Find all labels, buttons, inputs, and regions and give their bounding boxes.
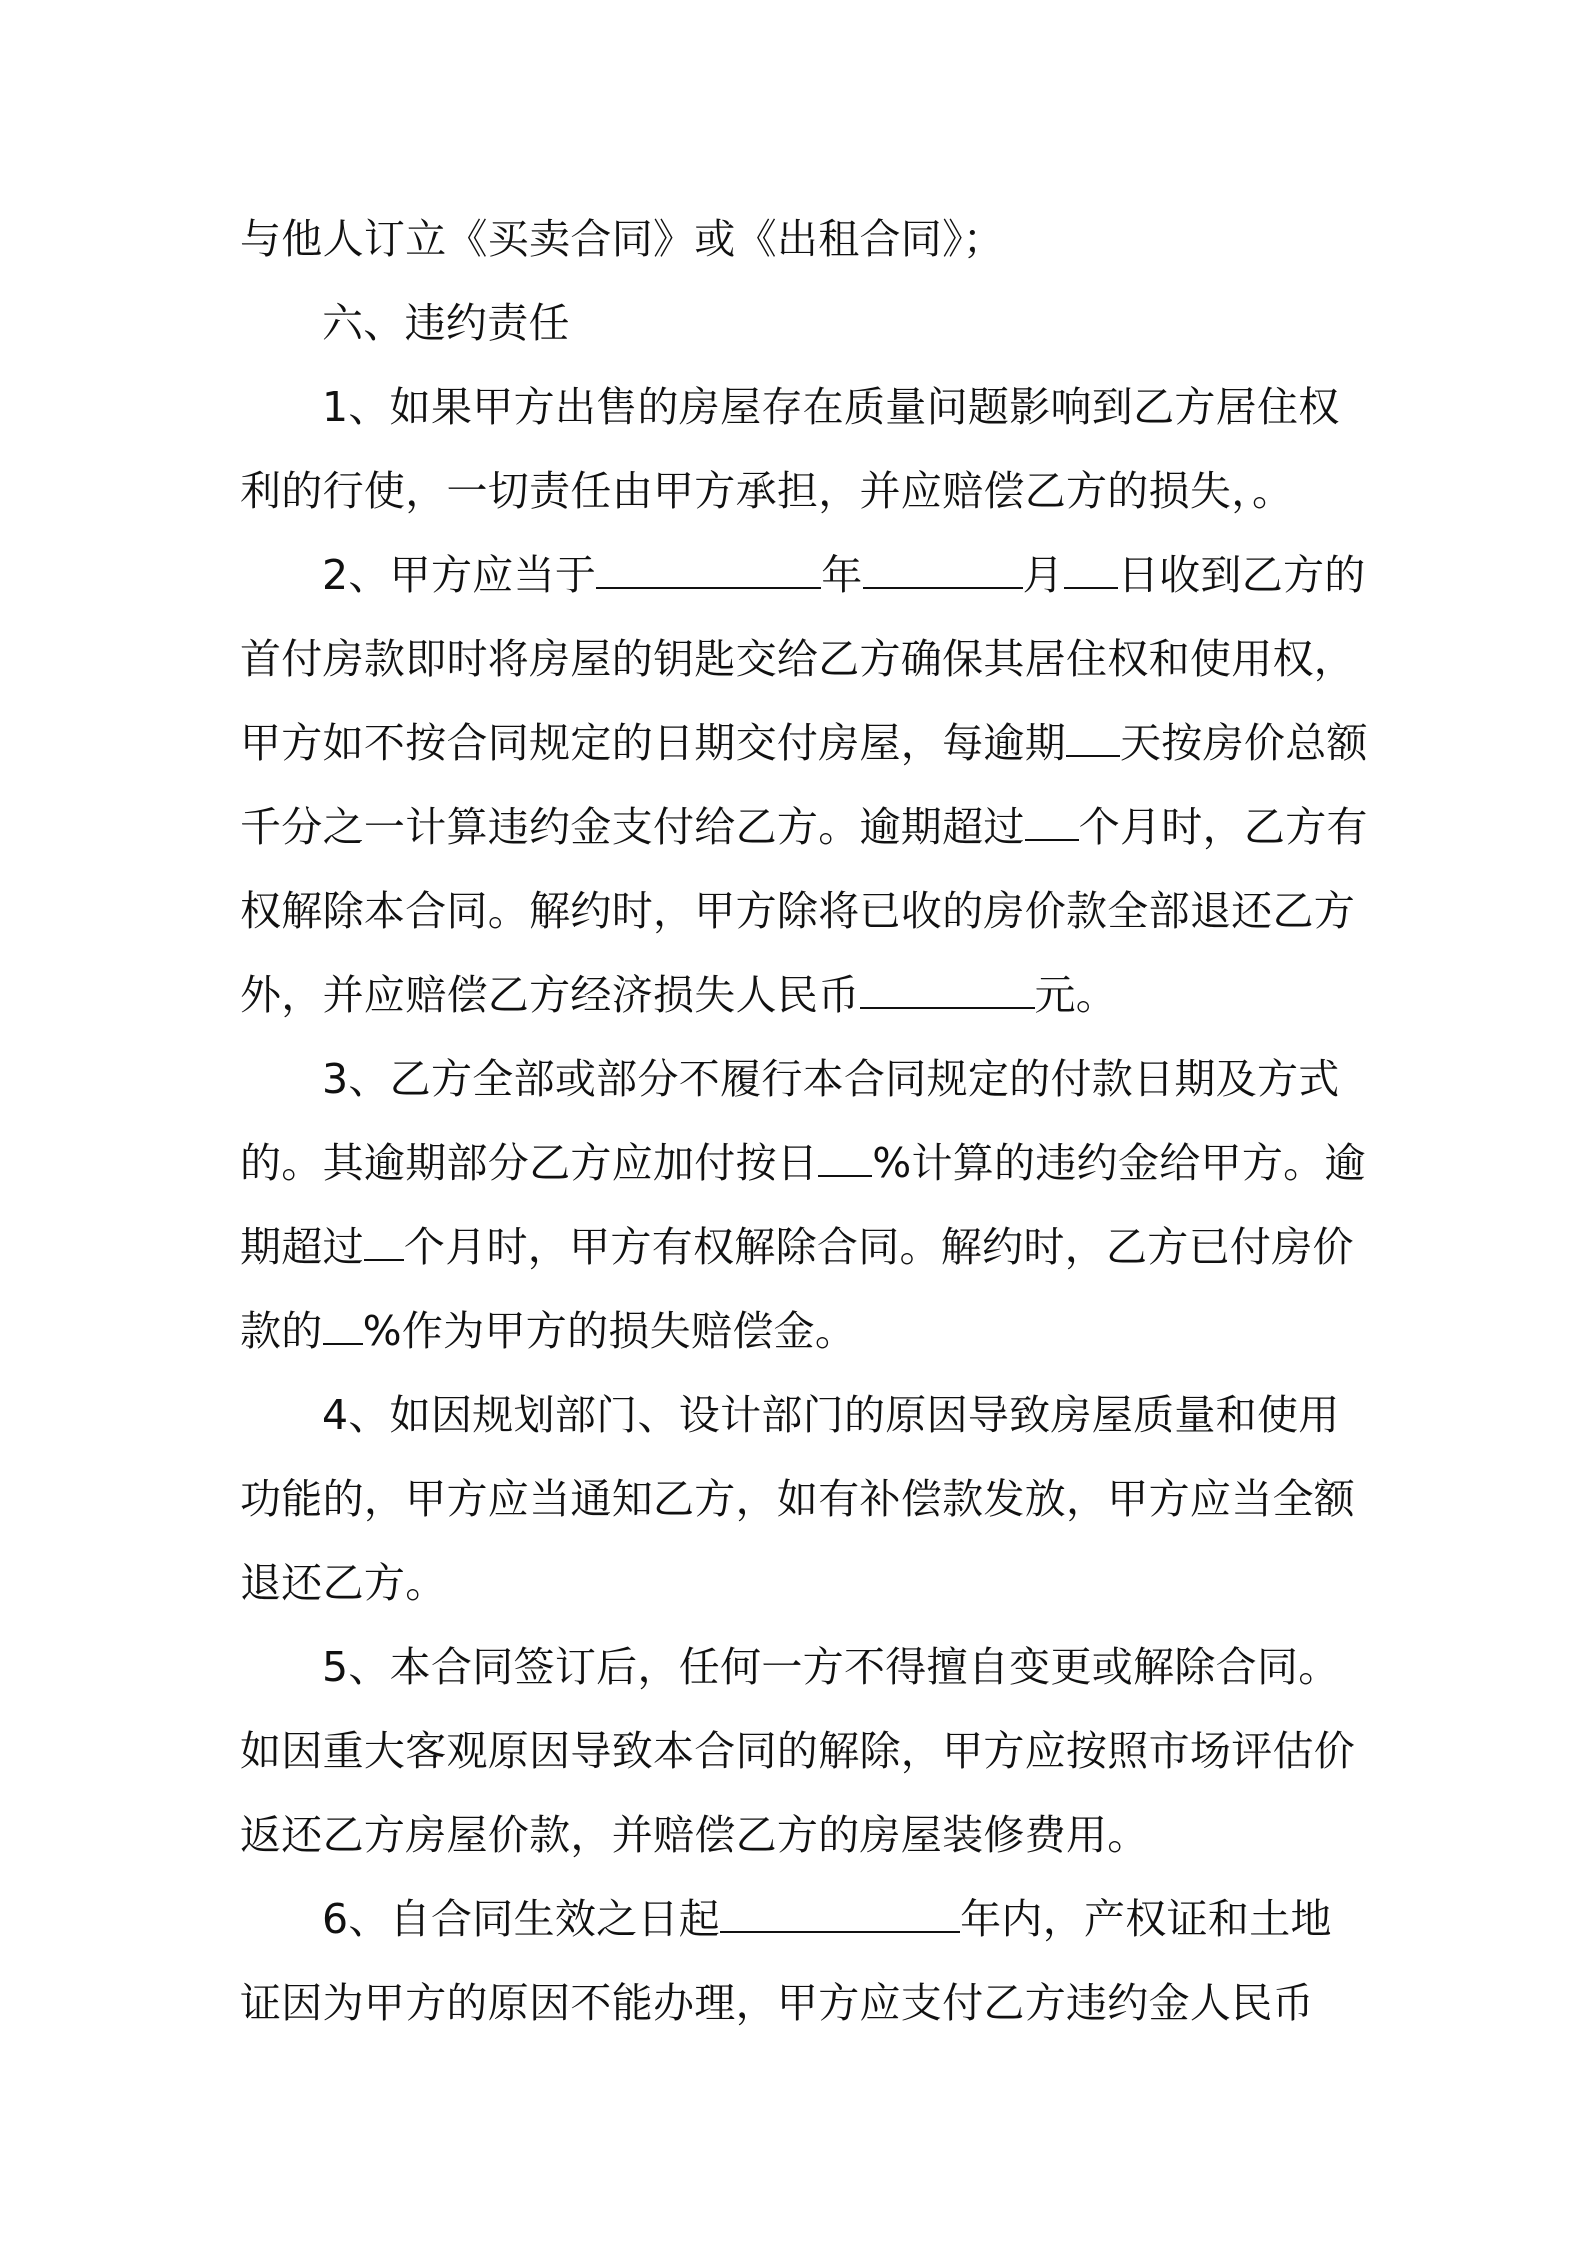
document-body [240,197,1370,2045]
clause-2-text-e: 天按房价总额千分之一计算违约金支付给乙方。逾期超过 [240,719,1368,851]
clause-3 [240,1037,1370,1373]
clause-2-text-b: 年 [821,551,863,599]
blank-years [720,1897,960,1933]
clause-1-text: 1、如果甲方出售的房屋存在质量问题影响到乙方居住权利的行使，一切责任由甲方承担，并应赔偿乙方的损失，。 [240,383,1340,515]
clause-1 [240,365,1370,533]
clause-3-text-c: 个月时，甲方有权解除合同。解约时，乙方已付房价款的 [240,1223,1354,1355]
blank-month [863,553,1023,589]
blank-day [1064,553,1118,589]
clause-2 [240,533,1370,1037]
blank-percent [323,1309,363,1345]
clause-2-text-a: 2、甲方应当于 [322,551,597,599]
clause-6-text-a: 6、自合同生效之日起 [322,1895,721,1943]
clause-2-text-d: 日收到乙方的首付房款即时将房屋的钥匙交给乙方确保其居住权和使用权，甲方如不按合同规定的日期交付房屋，每逾期 [240,551,1366,767]
blank-months [364,1225,404,1261]
clause-3-text-b: %计算的违约金给甲方。逾期超过 [240,1139,1366,1271]
clause-2-text-c: 月 [1022,551,1064,599]
blank-daily-rate [818,1141,872,1177]
clause-4-text: 4、如因规划部门、设计部门的原因导致房屋质量和使用功能的，甲方应当通知乙方，如有补偿款发放，甲方应当全额退还乙方。 [240,1391,1356,1607]
clause-6 [240,1877,1370,2045]
section-heading [240,281,1370,365]
clause-3-text-a: 3、乙方全部或部分不履行本合同规定的付款日期及方式的。其逾期部分乙方应加付按日 [240,1055,1340,1187]
blank-year [596,553,821,589]
clause-5 [240,1625,1370,1877]
blank-compensation-amount [860,973,1035,1009]
blank-days-overdue [1066,721,1120,757]
section-heading-text: 六、违约责任 [322,299,570,347]
clause-4 [240,1373,1370,1625]
clause-2-text-g: 元。 [1034,971,1118,1019]
clause-5-text: 5、本合同签订后，任何一方不得擅自变更或解除合同。如因重大客观原因导致本合同的解除，甲方应按照市场评估价返还乙方房屋价款，并赔偿乙方的房屋装修费用。 [240,1643,1356,1859]
blank-months-overdue [1025,805,1079,841]
clause-2-text-f: 个月时，乙方有权解除本合同。解约时，甲方除将已收的房价款全部退还乙方外，并应赔偿乙方经济损失人民币 [240,803,1368,1019]
paragraph-continuation [240,197,1370,281]
paragraph-text: 与他人订立《买卖合同》或《出租合同》； [240,215,1005,263]
clause-3-text-d: %作为甲方的损失赔偿金。 [362,1307,857,1355]
clause-6-text-b: 年内，产权证和土地证因为甲方的原因不能办理，甲方应支付乙方违约金人民币 [240,1895,1332,2027]
